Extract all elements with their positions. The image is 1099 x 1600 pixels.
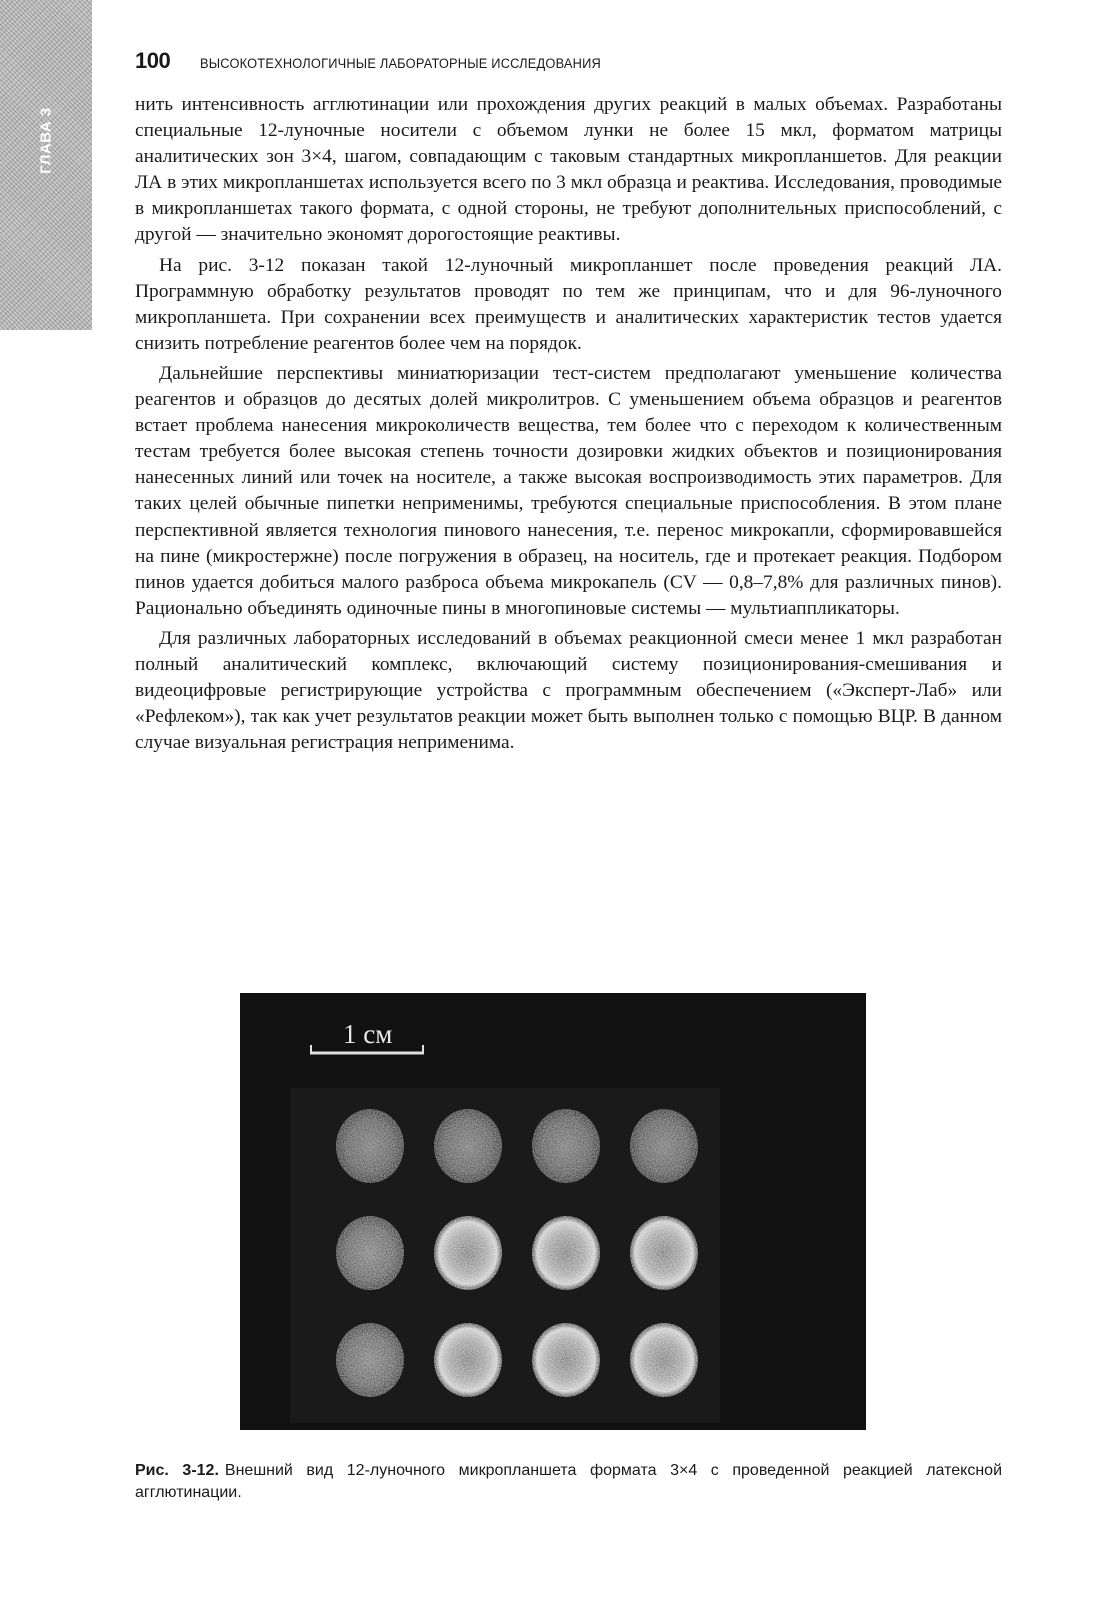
scale-label: 1 см bbox=[343, 1019, 393, 1049]
well-r3-c1 bbox=[336, 1323, 404, 1397]
well-r2-c4 bbox=[630, 1216, 698, 1290]
chapter-label-text: ГЛАВА 3 bbox=[37, 106, 55, 174]
paragraph-2: На рис. 3-12 показан такой 12-луночный микропланшет после проведения реакций ЛА. Программную обработку результатов проводят по тем же принципам, что и для 96-луночного микропланшета. При сохранении всех преимуществ и аналитических характеристик тестов удается снизить потребление реагентов более чем на порядок. bbox=[135, 254, 1002, 354]
microplate-image bbox=[240, 993, 866, 1430]
page-number: 100 bbox=[135, 48, 171, 73]
well-r2-c3 bbox=[532, 1216, 600, 1290]
caption-label: Рис. 3-12. bbox=[135, 1462, 219, 1479]
caption-text: Внешний вид 12-луночного микропланшета формата 3×4 с проведенной реакцией латексной агглютинации. bbox=[135, 1462, 1003, 1501]
microplate-photo bbox=[240, 993, 866, 1430]
well-r3-c3 bbox=[532, 1323, 600, 1397]
well-r3-c4 bbox=[630, 1323, 698, 1397]
well-r1-c2 bbox=[434, 1109, 502, 1183]
paragraph-1: нить интенсивность агглютинации или прохождения других реакций в малых объемах. Разработаны специальные 12-луночные носители с объемом лунки не более 15 мкл, форматом матрицы аналитических зон 3×4, шагом, совпадающим с таковым стандартных микропланшетов. Для реакции ЛА в этих микропланшетах используется всего по 3 мкл образца и реактива. Исследования, проводимые в микропланшетах такого формата, с одной стороны, не требуют дополнительных приспособлений, с другой — значительно экономят дорогостоящие реактивы. bbox=[135, 94, 1002, 246]
body-text bbox=[135, 92, 1002, 760]
well-r3-c2 bbox=[434, 1323, 502, 1397]
running-header bbox=[135, 48, 1005, 76]
figure-caption bbox=[135, 1460, 1002, 1504]
running-title: ВЫСОКОТЕХНОЛОГИЧНЫЕ ЛАБОРАТОРНЫЕ ИССЛЕДОВАНИЯ bbox=[200, 56, 602, 71]
paragraph-3: Дальнейшие перспективы миниатюризации тест-систем предполагают уменьшение количества реагентов и образцов до десятых долей микролитров. С уменьшением объема образцов и реагентов встает проблема нанесения микроколичеств вещества, тем более что с переходом к количественным тестам требуется более высокая степень точности дозировки жидких объектов и позиционирования нанесенных линий или точек на носителе, а также высокая воспроизводимость этих параметров. Для таких целей обычные пипетки неприменимы, требуются специальные приспособления. В этом плане перспективной является технология пинового нанесения, т.е. перенос микрокапли, сформировавшейся на пине (микростержне) после погружения в образец, на носитель, где и протекает реакция. Подбором пинов удается добиться малого разброса объема микрокапель (CV — 0,8–7,8% для различных пинов). Рационально объединять одиночные пины в многопиновые системы — мультиаппликаторы. bbox=[135, 362, 1002, 619]
well-r2-c2 bbox=[434, 1216, 502, 1290]
well-r1-c1 bbox=[336, 1109, 404, 1183]
paragraph-4: Для различных лабораторных исследований в объемах реакционной смеси менее 1 мкл разработан полный аналитический комплекс, включающий систему позиционирования-смешивания и видеоцифровые регистрирующие устройства с программным обеспечением («Эксперт-Лаб» или «Рефлеком»), так как учет результатов реакции может быть выполнен только с помощью ВЦР. В данном случае визуальная регистрация неприменима. bbox=[135, 627, 1002, 754]
well-r2-c1 bbox=[336, 1216, 404, 1290]
well-r1-c3 bbox=[532, 1109, 600, 1183]
well-r1-c4 bbox=[630, 1109, 698, 1183]
chapter-label bbox=[32, 95, 60, 185]
